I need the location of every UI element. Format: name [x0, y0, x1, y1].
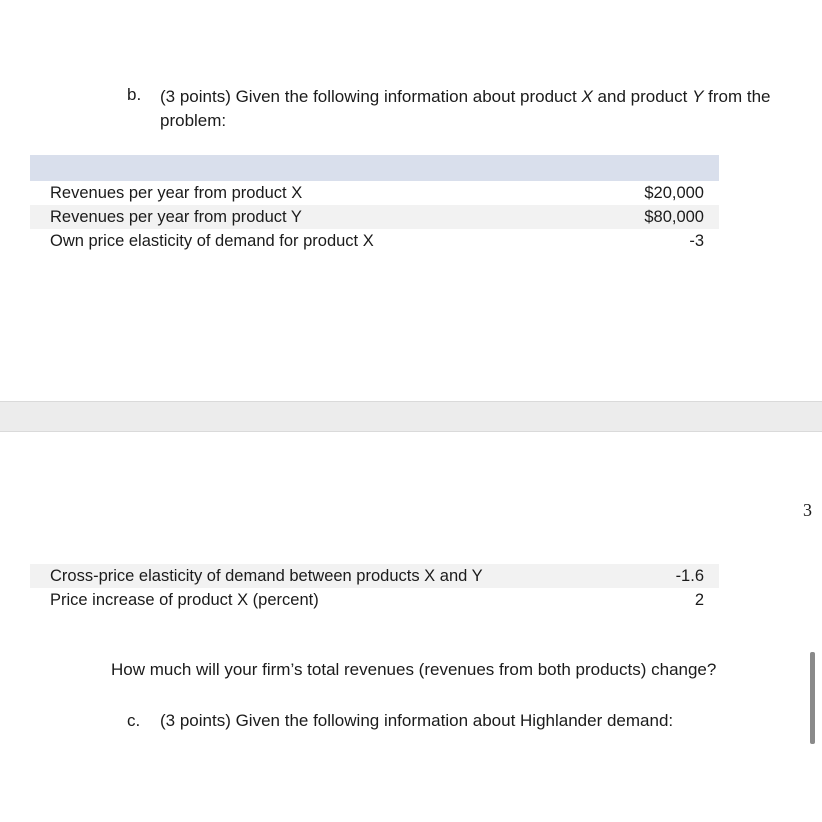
revenue-change-question: How much will your firm’s total revenues (revenues from both products) change? [111, 660, 717, 679]
row-label: Cross-price elasticity of demand between products X and Y [50, 567, 483, 585]
table-row [30, 229, 719, 253]
question-b-text-part3: from the problem: [160, 87, 771, 130]
question-b-text-part2: and product [592, 87, 693, 106]
table-row [30, 588, 719, 612]
question-b-text-part1: (3 points) Given the following information about product [160, 87, 582, 106]
table-row [30, 564, 719, 588]
question-b-marker: b. [127, 85, 142, 104]
table-row [30, 205, 719, 229]
scrollbar-thumb[interactable] [810, 652, 815, 744]
row-value: -1.6 [675, 567, 704, 585]
row-label: Revenues per year from product Y [50, 208, 302, 226]
product-x-italic: X [581, 87, 593, 106]
question-c-marker: c. [127, 711, 141, 730]
row-value: -3 [689, 232, 704, 250]
row-label: Revenues per year from product X [50, 184, 303, 202]
page-break [0, 401, 822, 432]
row-value: $80,000 [644, 208, 704, 226]
row-value: 2 [694, 591, 704, 609]
page-number: 3 [803, 500, 812, 520]
question-c-text: (3 points) Given the following information about Highlander demand: [160, 711, 674, 730]
table-header-band [30, 155, 719, 181]
row-value: $20,000 [644, 184, 704, 202]
row-label: Own price elasticity of demand for product X [50, 232, 374, 250]
question-b-text [160, 85, 810, 133]
row-label: Price increase of product X (percent) [50, 591, 319, 609]
product-y-italic: Y [692, 87, 704, 106]
table-row [30, 181, 719, 205]
